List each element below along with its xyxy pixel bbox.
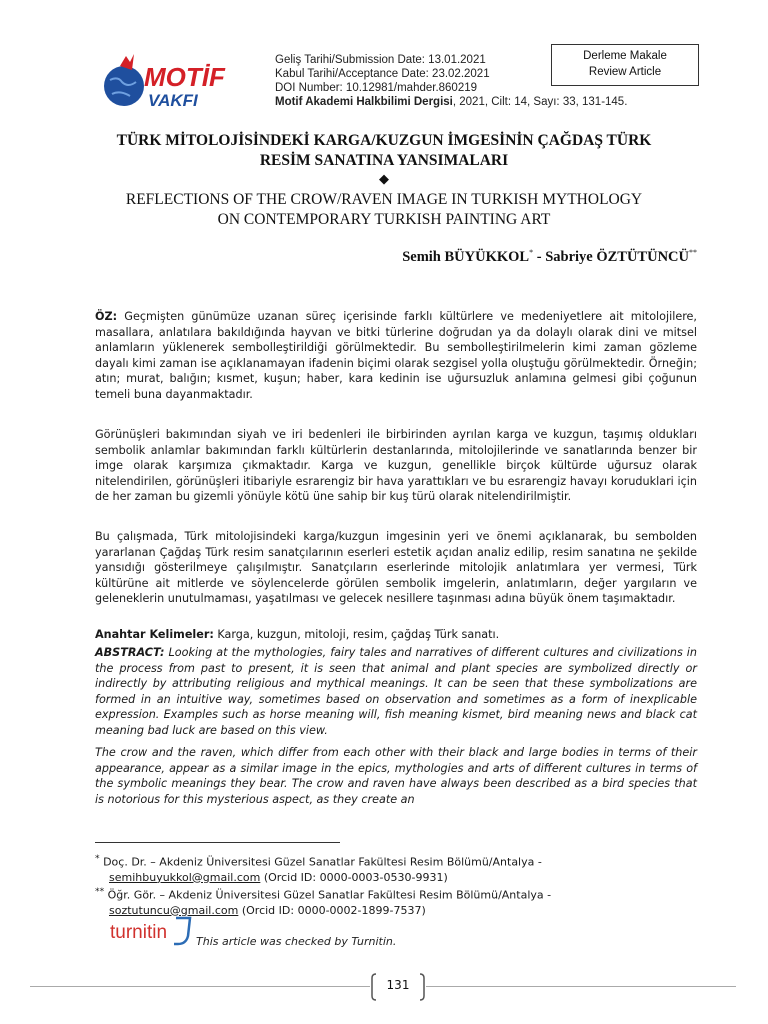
turnitin-mark-icon xyxy=(174,918,190,944)
authors xyxy=(402,249,697,266)
motif-vakfi-logo xyxy=(100,52,260,116)
turnitin-note: This article was checked by Turnitin. xyxy=(196,935,397,948)
footnote-2-text: Öğr. Gör. – Akdeniz Üniversitesi Güzel Sanatlar Fakültesi Resim Bölümü/Antalya - xyxy=(104,888,552,902)
keywords-text: Karga, kuzgun, mitoloji, resim, çağdaş Türk sanatı. xyxy=(213,628,500,641)
abstract-tr-p1 xyxy=(95,309,697,403)
abstract-en-label: ABSTRACT: xyxy=(95,646,165,659)
keywords-label: Anahtar Kelimeler: xyxy=(95,628,214,641)
abstract-en-p1-text: Looking at the mythologies, fairy tales and narratives of different cultures and civilizations in the process from past to present, it is seen that animal and plant species are symbolized directly or indirectly by attributing religious and mythical meanings. It can be seen that these symbolizations are formed in an intuitive way, sometimes based on observation and sometimes as a form of inexplicable expression. Examples such as horse meaning will, fish meaning kismet, bird meaning news and black cat meaning bad luck are based on this view. xyxy=(95,646,697,737)
logo-subtitle: VAKFI xyxy=(148,91,198,110)
submission-date: Geliş Tarihi/Submission Date: 13.01.2021 xyxy=(275,54,486,66)
keywords xyxy=(95,627,697,643)
author-separator: - xyxy=(533,249,546,265)
acceptance-date: Kabul Tarihi/Acceptance Date: 23.02.2021 xyxy=(275,68,490,80)
footnote-1-orcid: (Orcid ID: 0000-0003-0530-9931) xyxy=(260,870,448,884)
abstract-tr-p2: Görünüşleri bakımından siyah ve iri bedenleri ile birbirinden ayrılan karga ve kuzgun, taşımış oldukları sembolik anlamlar bakımından farklı kültürlerin destanlarında, mitolojilerinde ve sanatlarında benzer bir imge olarak karşımıza çıkmaktadır. Karga ve kuzgun, genellikle birçok kültürde uğursuz olarak nitelendirilen, görünüşleri itibariyle esrarengiz bir hava yarattıkları ve bu esrarengiz havayı koruduklari için de her zaman bu gizemli yönüyle kötü üne sahip bir kuş türü olarak nitelendirilmiştir. xyxy=(95,428,697,504)
title-tr-line2: RESİM SANATINA YANSIMALARI xyxy=(259,152,509,169)
footnote-rule xyxy=(95,842,340,843)
abstract-en-p1 xyxy=(95,645,697,739)
footnote-2-mark: ** xyxy=(95,886,105,897)
footnote-2-email-link[interactable]: soztutuncu@gmail.com xyxy=(109,903,239,917)
title-en-line2: ON CONTEMPORARY TURKISH PAINTING ART xyxy=(217,211,551,228)
globe-icon xyxy=(104,66,144,106)
author-2: Sabriye ÖZTÜTÜNCÜ xyxy=(545,249,689,265)
footnote-1 xyxy=(95,851,697,885)
logo-title: MOTİF xyxy=(144,62,225,92)
turnitin-logo-text: turnitin xyxy=(110,922,168,943)
diamond-separator-icon: ◆ xyxy=(379,172,389,187)
footnote-2 xyxy=(95,884,697,918)
footnote-2-orcid: (Orcid ID: 0000-0002-1899-7537) xyxy=(238,903,426,917)
author-1: Semih BÜYÜKKOL xyxy=(402,249,530,265)
abstract-tr-p1-text: Geçmişten günümüze uzanan süreç içerisinde farklı kültürlere ve medeniyetlere ait mitolojilere, masallara, anlatılara bakıldığında hayvan ve bitki türlerine doğrudan ya da dolaylı olarak dini ve mitsel anlamların yüklenerek sembolleştirildiği görülmektedir. Bu sembolleştirilmelerin kimi zaman gözleme dayalı kimi zaman ise açıklanamayan ifadenin biçimi olarak sezgisel yolla oluştuğu görülmektedir. Örneğin; atın; murat, balığın; kısmet, kuşun; haber, kara kedinin ise uğursuzluk anlamına gelmesi gibi çoğunun temeli buna dayanmaktadır. xyxy=(95,310,697,401)
article-type-en: Review Article xyxy=(588,66,662,78)
journal-name: Motif Akademi Halkbilimi Dergisi xyxy=(275,96,453,108)
author-2-mark: ** xyxy=(689,248,697,257)
footnote-1-email-link[interactable]: semihbuyukkol@gmail.com xyxy=(109,870,261,884)
article-type-box xyxy=(551,44,699,86)
article-type-tr: Derleme Makale xyxy=(583,50,667,62)
author-1-mark: * xyxy=(529,248,534,257)
footnote-1-mark: * xyxy=(95,853,100,864)
abstract-en-p2: The crow and the raven, which differ from each other with their black and large bodies in terms of their appearance, appear as a similar image in the epics, mythologies and arts of different cultures in terms of the symbolic meanings they bear. The crow and raven have always been described as a bird species that is notorious for this mysterious aspect, as they create an xyxy=(95,746,697,806)
journal-citation xyxy=(275,95,627,109)
footnote-1-text: Doç. Dr. – Akdeniz Üniversitesi Güzel Sanatlar Fakültesi Resim Bölümü/Antalya - xyxy=(99,855,542,869)
doi-number: DOI Number: 10.12981/mahder.860219 xyxy=(275,82,478,94)
title-en-line1: REFLECTIONS OF THE CROW/RAVEN IMAGE IN TURKISH MYTHOLOGY xyxy=(125,191,643,208)
abstract-tr-label: ÖZ: xyxy=(95,310,118,323)
page-number: 131 xyxy=(386,978,410,992)
journal-volume: , 2021, Cilt: 14, Sayı: 33, 131-145. xyxy=(452,96,628,108)
turnitin-logo xyxy=(108,914,194,948)
title-tr-line1: TÜRK MİTOLOJİSİNDEKİ KARGA/KUZGUN İMGESİNİN ÇAĞDAŞ TÜRK xyxy=(116,132,652,149)
abstract-tr-p3: Bu çalışmada, Türk mitolojisindeki karga/kuzgun imgesinin yeri ve önemi açıklanarak, bu sembolden yararlanan Çağdaş Türk resim sanatçılarının eserleri estetik açıdan analiz edilip, resim sanatına ne şekilde yansıdığı gösterilmeye çalışılmıştır. Sanatçıların eserlerinde mitolojik anlatımlara yer vermesi, Türk kültürüne ait mitlerde ve söylencelerde görülen sembolik imgelerin, anlatımların, değer yargıların ve geleneklerin unutulmaması, yaşatılması ve gelecek nesillere taşınması adına büyük önem taşımaktadır. xyxy=(95,530,697,606)
